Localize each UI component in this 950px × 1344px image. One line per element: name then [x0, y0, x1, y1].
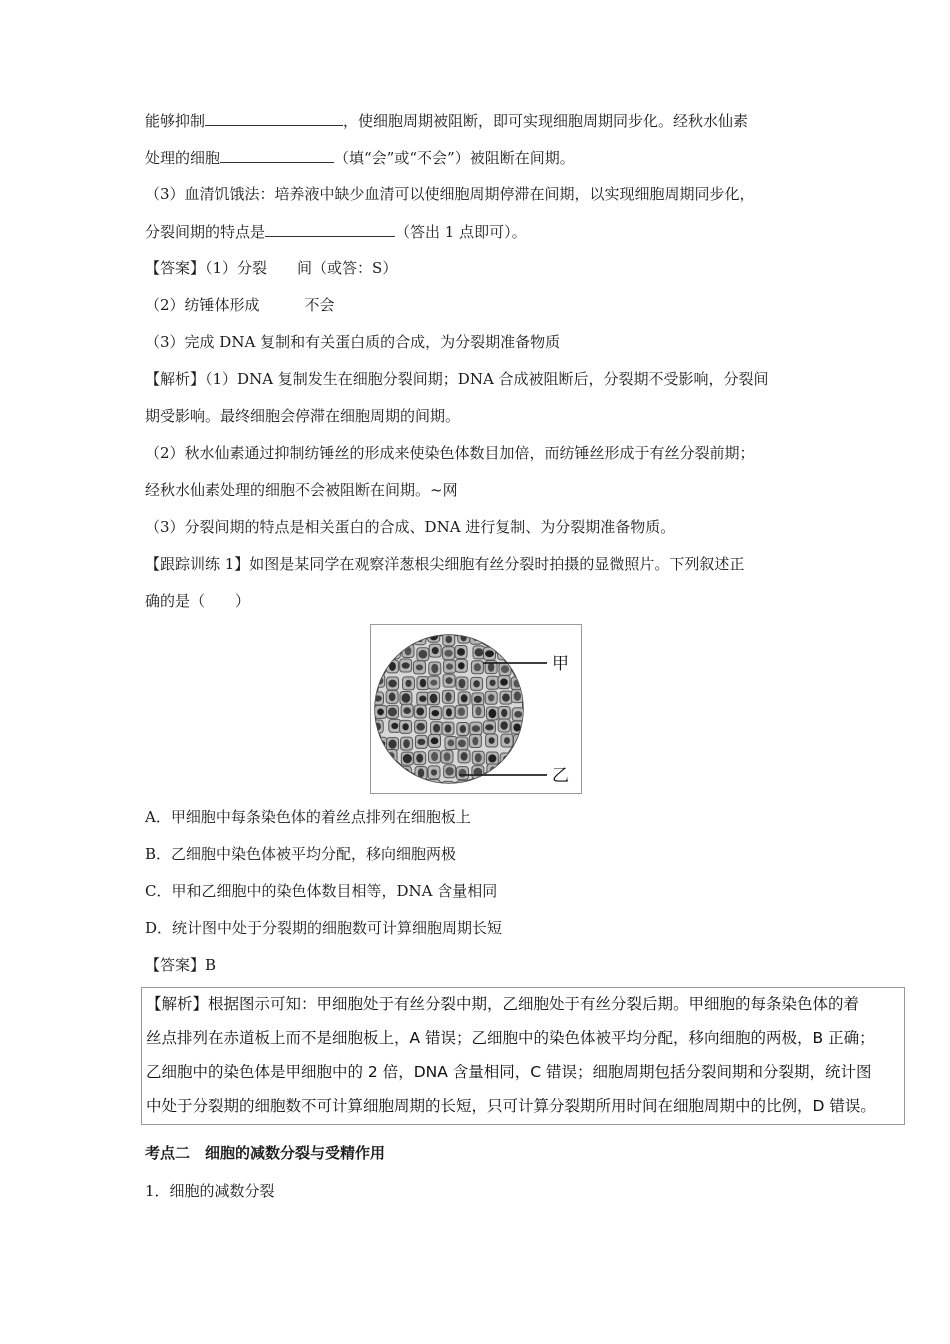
cell-nucleus [431, 783, 437, 790]
cell [500, 753, 512, 766]
cell [400, 632, 412, 645]
label-yi: 乙 [552, 766, 569, 786]
cell-nucleus [487, 632, 493, 641]
answer-blank [205, 110, 343, 126]
cell-nucleus [458, 662, 465, 669]
cell-nucleus [445, 677, 452, 684]
cell [527, 734, 539, 747]
cell-nucleus [402, 662, 410, 668]
cell [526, 750, 538, 763]
cell-nucleus [475, 648, 484, 656]
cell [514, 782, 526, 793]
analysis-line: 【解析】（1）DNA 复制发生在细胞分裂间期；DNA 合成被阻断后，分裂期不受影响，分裂间 [145, 370, 769, 388]
cell [386, 780, 398, 793]
cell-nucleus [485, 724, 493, 730]
cell-nucleus [527, 648, 536, 657]
cell-nucleus [489, 737, 495, 744]
cell-nucleus [417, 739, 425, 745]
cell-nucleus [416, 754, 423, 763]
option-b: B．乙细胞中染色体被平均分配，移向细胞两极 [145, 845, 457, 863]
cell-nucleus [444, 752, 451, 761]
cell-nucleus [433, 724, 440, 733]
cell-nucleus [528, 678, 535, 685]
cell [525, 646, 537, 659]
cell [485, 779, 497, 792]
cell-nucleus [504, 737, 510, 744]
analysis-line: 经秋水仙素处理的细胞不会被阻断在间期。~网 [145, 481, 458, 499]
cell-nucleus [530, 707, 537, 713]
cell-nucleus [387, 782, 396, 790]
cell-nucleus [405, 680, 411, 687]
answer-blank [265, 221, 395, 237]
cell-nucleus [461, 694, 468, 702]
q3-line-2 [145, 221, 527, 242]
cell-nucleus [488, 694, 494, 701]
cell-nucleus [388, 680, 397, 688]
cell-nucleus [403, 784, 409, 791]
cell-nucleus [402, 635, 410, 641]
section-heading: 考点二 细胞的减数分裂与受精作用 [145, 1144, 386, 1162]
cell-nucleus [388, 767, 396, 774]
cell-nucleus [528, 753, 535, 760]
cell-nucleus [444, 650, 452, 657]
cell [514, 632, 526, 645]
analysis-box-line: 【解析】根据图示可知：甲细胞处于有丝分裂中期，乙细胞处于有丝分裂后期。甲细胞的每条染色体的着 [146, 995, 860, 1013]
cell-nucleus [402, 693, 411, 702]
cell-nucleus [416, 707, 424, 715]
cell [428, 779, 440, 792]
cell-nucleus [474, 663, 481, 671]
cell-nucleus [517, 663, 525, 672]
cell-nucleus [475, 753, 482, 762]
cell-nucleus [472, 785, 478, 793]
analysis-box-line: 丝点排列在赤道板上而不是细胞板上，A 错误；乙细胞中的染色体被平均分配，移向细胞的两极，B 正确； [146, 1029, 875, 1047]
cell-nucleus [503, 633, 510, 641]
cell-nucleus [419, 696, 426, 702]
cell-nucleus [402, 723, 408, 730]
cell-nucleus [515, 753, 522, 760]
cell [387, 629, 399, 642]
cell-nucleus [373, 695, 382, 701]
cell-nucleus [445, 636, 452, 644]
cell-nucleus [374, 768, 382, 775]
cell-nucleus [446, 708, 452, 716]
cell-nucleus [530, 723, 538, 732]
cell [529, 691, 541, 704]
cell-nucleus [416, 723, 425, 731]
cell-nucleus [403, 707, 410, 714]
option-d: D．统计图中处于分裂期的细胞数可计算细胞周期长短 [145, 919, 503, 937]
analysis-line: 期受影响。最终细胞会停滞在细胞周期的间期。 [145, 407, 461, 425]
cell [417, 781, 429, 793]
cell [501, 631, 513, 644]
cell-nucleus [501, 709, 507, 717]
cell [501, 765, 513, 778]
cell [372, 764, 384, 777]
cell [528, 721, 540, 734]
cell-nucleus [389, 693, 396, 702]
cell-nucleus [376, 634, 382, 641]
cell-nucleus [472, 737, 478, 746]
cell-nucleus [529, 736, 537, 745]
cell-nucleus [445, 767, 454, 776]
q2-text: ，使细胞周期被阻断，即可实现细胞周期同步化。经秋水仙素 [343, 112, 749, 130]
cell-nucleus [431, 664, 438, 673]
cell-nucleus [431, 769, 437, 775]
q2-line-1 [145, 110, 748, 131]
option-c: C．甲和乙细胞中的染色体数目相等，DNA 含量相同 [145, 882, 498, 900]
answer-blank [220, 147, 334, 163]
cell-nucleus [445, 784, 451, 791]
option-a: A．甲细胞中每条染色体的着丝点排列在细胞板上 [145, 808, 471, 826]
cell [388, 646, 400, 659]
micrograph-figure [370, 624, 582, 794]
cell [373, 659, 385, 672]
cell [470, 631, 482, 644]
cell-nucleus [388, 707, 397, 716]
cell-nucleus [514, 711, 522, 718]
cell-nucleus [403, 739, 410, 748]
cell-nucleus [472, 725, 480, 732]
cell-nucleus [488, 709, 496, 718]
answer-line: 【答案】（1）分裂 间（或答：S） [145, 259, 398, 277]
cell-nucleus [500, 649, 508, 657]
cell [470, 783, 482, 793]
cell-nucleus [445, 692, 452, 701]
cell-nucleus [389, 632, 398, 640]
training-question: 确的是（ ） [145, 592, 251, 610]
cell-nucleus [475, 707, 481, 716]
cell-nucleus [377, 708, 384, 715]
cell-nucleus [446, 663, 453, 669]
cell [375, 645, 387, 658]
cell-nucleus [376, 753, 385, 761]
cell-nucleus [403, 754, 412, 763]
cell-nucleus [503, 782, 510, 790]
cell-nucleus [416, 664, 423, 670]
cell-nucleus [458, 769, 466, 778]
cell-nucleus [474, 696, 482, 703]
cell [528, 780, 540, 793]
analysis-box-line: 中处于分裂期的细胞数不可计算细胞周期的长短，只可计算分裂期所用时间在细胞周期中的比例，D 错误。 [146, 1097, 876, 1115]
q3-text: （答出 1 点即可）。 [395, 223, 527, 241]
answer-line: （2）纺锤体形成 不会 [145, 296, 335, 314]
cell-nucleus [527, 767, 536, 776]
q3-text: 分裂间期的特点是 [145, 223, 266, 241]
cell-nucleus [500, 721, 507, 730]
cell-nucleus [473, 680, 480, 687]
answer-line: （3）完成 DNA 复制和有关蛋白质的合成，为分裂期准备物质 [145, 333, 561, 351]
section-subheading: 1．细胞的减数分裂 [145, 1182, 275, 1200]
cell [513, 750, 525, 763]
answer-2: 【答案】B [145, 956, 217, 974]
q2-line-2 [145, 147, 575, 168]
cell-nucleus [515, 651, 522, 657]
cell [386, 764, 398, 777]
cell [525, 629, 537, 642]
cell-nucleus [487, 782, 495, 790]
cell-nucleus [530, 664, 539, 672]
cell [375, 750, 387, 763]
cell-nucleus [458, 679, 465, 688]
cell [501, 780, 513, 793]
cell-nucleus [457, 648, 465, 656]
cell-nucleus [448, 740, 455, 747]
cell-nucleus [377, 648, 384, 656]
cell-nucleus [488, 663, 494, 672]
cell [528, 704, 540, 717]
cell-nucleus [418, 768, 424, 777]
analysis-box-line: 乙细胞中的染色体是甲细胞中的 2 倍，DNA 含量相同，C 错误；细胞周期包括分裂间期和分裂期，统计图 [146, 1063, 872, 1081]
cell-nucleus [458, 740, 466, 747]
cell-nucleus [517, 635, 523, 642]
cell-nucleus [391, 649, 398, 656]
analysis-line: （2）秋水仙素通过抑制纺锤丝的形成来使染色体数目加倍，而纺锤丝形成于有丝分裂前期； [145, 444, 755, 462]
cell-nucleus [430, 694, 438, 703]
cell-nucleus [460, 725, 466, 733]
training-question: 【跟踪训练 1】如图是某同学在观察洋葱根尖细胞有丝分裂时拍摄的显微照片。下列叙述正 [145, 555, 745, 573]
label-jia: 甲 [552, 654, 569, 674]
cell-nucleus [514, 691, 521, 700]
cell-nucleus [488, 754, 496, 762]
cell-nucleus [431, 737, 439, 744]
cell-nucleus [500, 679, 508, 686]
cell-nucleus [376, 662, 383, 670]
cell [498, 647, 510, 660]
cell [373, 631, 385, 644]
cell-nucleus [528, 631, 535, 639]
cell [525, 676, 537, 689]
micrograph-image [371, 625, 581, 793]
cell [513, 734, 525, 747]
analysis-line: （3）分裂间期的特点是相关蛋白的合成、DNA 进行复制、为分裂期准备物质。 [145, 518, 676, 536]
cell-nucleus [513, 723, 520, 731]
analysis-box [141, 987, 905, 1125]
cell-nucleus [431, 752, 438, 761]
cell-nucleus [432, 710, 440, 716]
cell [512, 647, 524, 660]
cell-nucleus [458, 708, 465, 716]
cell-nucleus [417, 634, 424, 642]
cell-nucleus [432, 647, 439, 654]
cell-nucleus [489, 679, 495, 686]
cell-nucleus [418, 650, 427, 659]
q3-line-1: （3）血清饥饿法：培养液中缺少血清可以使细胞周期停滞在间期，以实现细胞周期同步化， [145, 185, 755, 203]
cell [373, 781, 385, 793]
cell-nucleus [419, 783, 427, 792]
cell-nucleus [502, 694, 510, 702]
cell-nucleus [430, 680, 437, 686]
q2-text: 能够抑制 [145, 112, 206, 130]
cell-nucleus [405, 647, 412, 656]
cell-nucleus [375, 784, 383, 790]
cell [484, 630, 496, 643]
cell-nucleus [376, 740, 385, 747]
cell [400, 781, 412, 793]
cell-nucleus [530, 694, 539, 702]
cell-nucleus [529, 782, 538, 790]
cell-nucleus [445, 725, 452, 733]
cell-nucleus [458, 783, 466, 792]
cell-nucleus [420, 679, 426, 687]
cell-nucleus [516, 784, 525, 792]
cell-nucleus [391, 723, 398, 729]
q2-text: （填“会”或“不会”）被阻断在间期。 [334, 149, 575, 167]
cell-nucleus [485, 650, 494, 657]
q2-text: 处理的细胞 [145, 149, 221, 167]
cell-nucleus [501, 665, 509, 673]
cell-nucleus [388, 740, 396, 749]
cell-nucleus [460, 752, 467, 761]
